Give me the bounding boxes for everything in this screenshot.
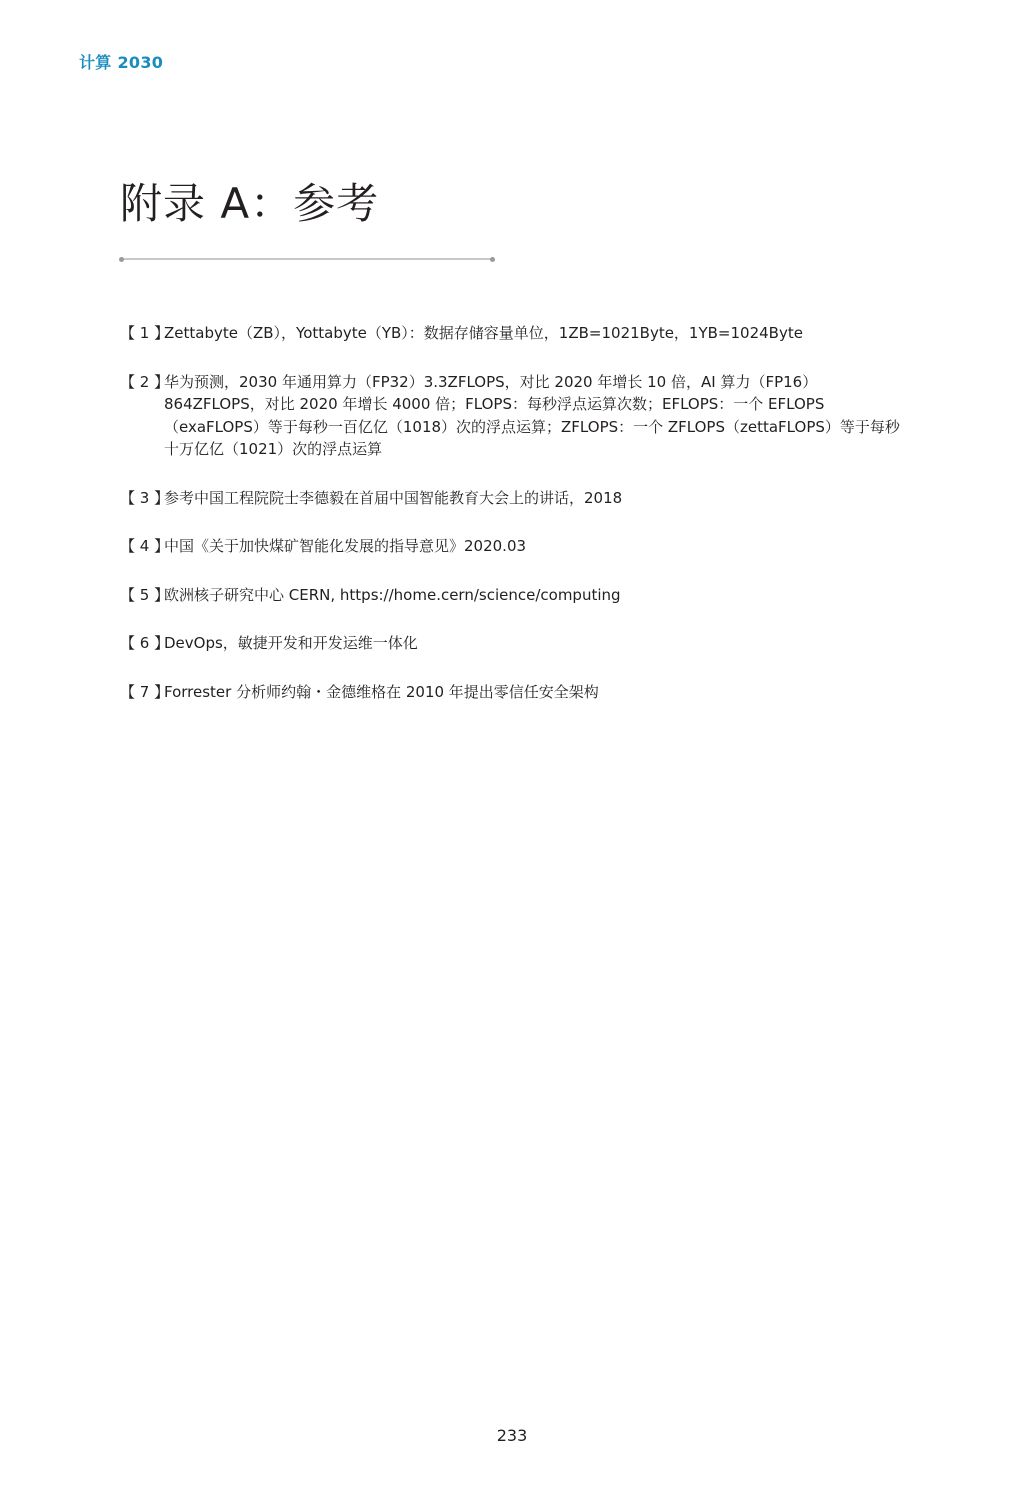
reference-text: 华为预测，2030 年通用算力（FP32）3.3ZFLOPS，对比 2020 年增长 10 倍，AI 算力（FP16）864ZFLOPS，对比 2020 年增长 4000 倍；FLOPS：每秒浮点运算次数；EFLOPS：一个 EFLOPS（exaFLOPS）等于每秒一百亿亿（1018）次的浮点运算；ZFLOPS：一个 ZFLOPS（zettaFLOPS）等于每秒十万亿亿（1021）次的浮点运算 [164, 372, 900, 458]
reference-item-7 [120, 681, 910, 704]
reference-number: 【 7 】 [120, 682, 170, 701]
reference-item-6 [120, 632, 910, 655]
section-title: 附录 A：参考 [120, 179, 380, 228]
reference-number: 【 5 】 [120, 585, 170, 604]
reference-text: Zettabyte（ZB），Yottabyte（YB）：数据存储容量单位，1ZB=1021Byte，1YB=1024Byte [164, 324, 803, 342]
reference-number: 【 4 】 [120, 537, 170, 555]
reference-text: 中国《关于加快煤矿智能化发展的指导意见》2020.03 [164, 537, 527, 555]
reference-number: 【 1 】 [120, 324, 170, 342]
page-number: 233 [496, 1426, 528, 1445]
reference-text: Forrester 分析师约翰・金德维格在 2010 年提出零信任安全架构 [164, 682, 599, 701]
reference-number: 【 6 】 [120, 634, 170, 652]
reference-item-3 [120, 487, 910, 510]
reference-number: 【 3 】 [120, 488, 170, 507]
reference-item-5 [120, 584, 910, 607]
reference-text: 参考中国工程院院士李德毅在首届中国智能教育大会上的讲话，2018 [164, 488, 623, 507]
running-header: 计算 2030 [79, 53, 164, 72]
reference-text: DevOps，敏捷开发和开发运维一体化 [164, 634, 418, 652]
reference-item-1 [120, 322, 910, 345]
reference-number: 【 2 】 [120, 372, 170, 391]
reference-item-4 [120, 535, 910, 558]
title-divider [121, 258, 493, 260]
reference-item-2 [120, 371, 910, 461]
reference-list [120, 322, 910, 729]
reference-text: 欧洲核子研究中心 CERN, https://home.cern/science/computing [164, 585, 621, 604]
